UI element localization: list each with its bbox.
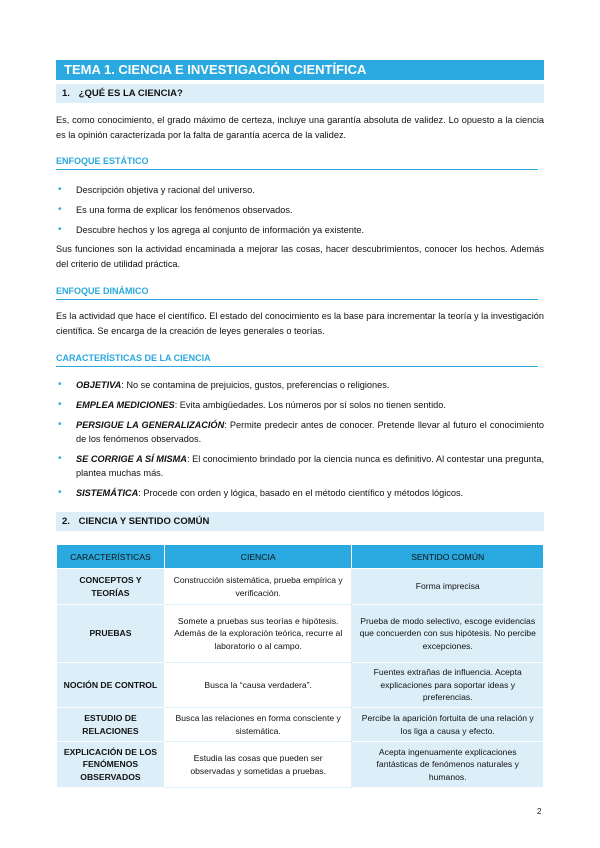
bullet-icon: • (58, 379, 62, 390)
definition: : Procede con orden y lógica, basado en el método científico y métodos lógicos. (138, 488, 464, 498)
characteristics-heading: CARACTERÍSTICAS DE LA CIENCIA (56, 353, 538, 367)
bullet-icon: • (58, 224, 62, 235)
table-header-cell: CARACTERÍSTICAS (57, 545, 165, 569)
dynamic-approach-heading: ENFOQUE DINÁMICO (56, 286, 538, 300)
table-cell-common-sense: Prueba de modo selectivo, escoge evidencias que concuerden con sus hipótesis. No percibe excepciones. (352, 605, 544, 663)
table-cell-common-sense: Fuentes extrañas de influencia. Acepta explicaciones para soportar ideas y preferencias. (352, 663, 544, 708)
dynamic-paragraph: Es la actividad que hace el científico. El estado del conocimiento es la base para incrementar la teoría y la investigación científica. Se encarga de la creación de leyes generales o teorías. (56, 311, 544, 336)
definition: : Evita ambigüedades. Los números por sí solos no tienen sentido. (174, 400, 446, 410)
table-cell-characteristic: CONCEPTOS Y TEORÍAS (57, 569, 165, 605)
definition: : No se contamina de prejuicios, gustos, preferencias o religiones. (121, 380, 390, 390)
table-cell-characteristic: EXPLICACIÓN DE LOS FENÓMENOS OBSERVADOS (57, 742, 165, 788)
table-cell-common-sense: Forma imprecisa (352, 569, 544, 605)
table-header-cell: SENTIDO COMÚN (352, 545, 544, 569)
list-item (56, 203, 544, 217)
bullet-icon: • (58, 453, 62, 464)
table-cell-characteristic: PRUEBAS (57, 605, 165, 663)
table-header-cell: CIENCIA (164, 545, 352, 569)
list-item (56, 486, 544, 500)
term: SE CORRIGE A SÍ MISMA (76, 454, 187, 464)
table-cell-science: Estudia las cosas que pueden ser observadas y sometidas a pruebas. (164, 742, 352, 788)
table-row (57, 742, 544, 788)
list-item (56, 398, 544, 412)
table-header-row (57, 545, 544, 569)
section-2-heading (56, 512, 544, 531)
list-item (56, 378, 544, 392)
table-cell-common-sense: Acepta ingenuamente explicaciones fantásticas de fenómenos naturales y humanos. (352, 742, 544, 788)
section-1-number: 1. (62, 88, 70, 99)
definition: : El conocimiento brindado por la ciencia nunca es definitivo. Al contestar una pregunta, plantea muchas más. (76, 454, 544, 478)
bullet-icon: • (58, 419, 62, 430)
list-item-text: Es una forma de explicar los fenómenos observados. (76, 205, 293, 215)
intro-paragraph: Es, como conocimiento, el grado máximo de certeza, incluye una garantía absoluta de validez. Lo opuesto a la ciencia es la opinión caracterizada por la falta de garantía acerca de la validez. (56, 115, 544, 140)
list-item-text: Descubre hechos y los agrega al conjunto de información ya existente. (76, 225, 365, 235)
bullet-icon: • (58, 399, 62, 410)
term: EMPLEA MEDICIONES (76, 400, 175, 410)
table-cell-characteristic: NOCIÓN DE CONTROL (57, 663, 165, 708)
list-item (56, 183, 544, 197)
table-row (57, 708, 544, 742)
table-cell-science: Somete a pruebas sus teorías e hipótesis. Además de la exploración teórica, recurre al laboratorio o al campo. (164, 605, 352, 663)
list-item (56, 418, 544, 446)
definition: : Permite predecir antes de conocer. Pretende llevar al futuro el conocimiento de los fenómenos observados. (76, 420, 544, 444)
static-approach-heading: ENFOQUE ESTÁTICO (56, 156, 538, 170)
section-1-heading (56, 84, 544, 103)
term: PERSIGUE LA GENERALIZACIÓN (76, 420, 225, 430)
list-item-text: Descripción objetiva y racional del universo. (76, 185, 255, 195)
page-number: 2 (537, 807, 542, 816)
list-item (56, 223, 544, 237)
table-cell-science: Construcción sistemática, prueba empírica y verificación. (164, 569, 352, 605)
section-2-number: 2. (62, 516, 70, 527)
list-item (56, 452, 544, 480)
table-row (57, 569, 544, 605)
bullet-icon: • (58, 487, 62, 498)
table-cell-common-sense: Percibe la aparición fortuita de una relación y los liga a causa y efecto. (352, 708, 544, 742)
table-row (57, 605, 544, 663)
term: SISTEMÁTICA (76, 488, 139, 498)
section-2-label: CIENCIA Y SENTIDO COMÚN (78, 516, 210, 527)
table-row (57, 663, 544, 708)
bullet-icon: • (58, 184, 62, 195)
table-cell-science: Busca la “causa verdadera”. (164, 663, 352, 708)
functions-paragraph: Sus funciones son la actividad encaminada a mejorar las cosas, hacer descubrimientos, conocer los hechos. Además del criterio de utilidad práctica. (56, 244, 544, 269)
comparison-table (56, 544, 544, 788)
document-title: TEMA 1. CIENCIA E INVESTIGACIÓN CIENTÍFICA (56, 60, 544, 80)
section-1-label: ¿QUÉ ES LA CIENCIA? (78, 88, 183, 99)
term: OBJETIVA (76, 380, 122, 390)
bullet-icon: • (58, 204, 62, 215)
table-cell-characteristic: ESTUDIO DE RELACIONES (57, 708, 165, 742)
table-cell-science: Busca las relaciones en forma consciente y sistemática. (164, 708, 352, 742)
